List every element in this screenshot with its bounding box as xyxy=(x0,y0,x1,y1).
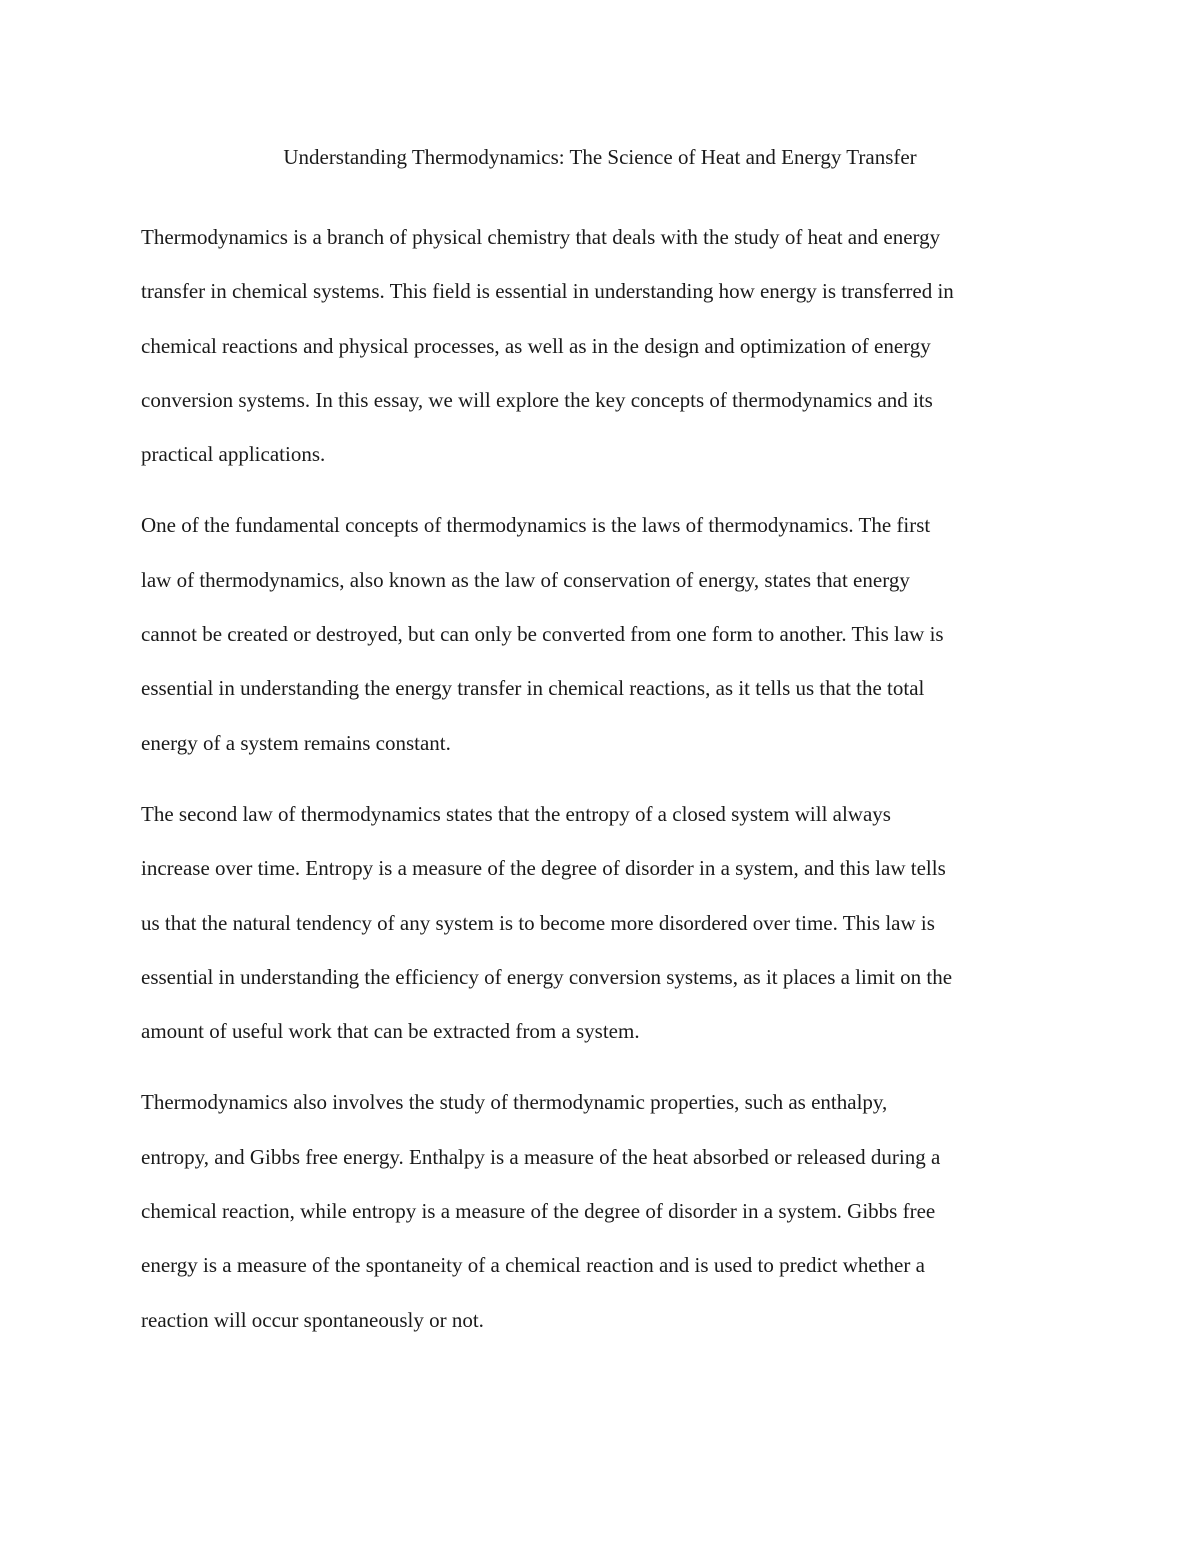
text-line: reaction will occur spontaneously or not. xyxy=(141,1307,484,1332)
text-line: chemical reaction, while entropy is a measure of the degree of disorder in a system. Gibbs free xyxy=(141,1199,936,1224)
text-line: practical applications. xyxy=(141,442,326,467)
text-line: energy of a system remains constant. xyxy=(141,730,451,755)
document-title: Understanding Thermodynamics: The Science of Heat and Energy Transfer xyxy=(283,145,917,169)
paragraph-1 xyxy=(141,210,1066,481)
text-line: One of the fundamental concepts of thermodynamics is the laws of thermodynamics. The first xyxy=(141,513,931,538)
document-body xyxy=(141,210,1066,1364)
text-line: increase over time. Entropy is a measure of the degree of disorder in a system, and this law tells xyxy=(141,856,946,881)
text-line: chemical reactions and physical processes, as well as in the design and optimization of energy xyxy=(141,333,931,358)
text-line: us that the natural tendency of any system is to become more disordered over time. This law is xyxy=(141,910,935,935)
text-line: conversion systems. In this essay, we will explore the key concepts of thermodynamics and its xyxy=(141,387,933,412)
text-line: Thermodynamics also involves the study of thermodynamic properties, such as enthalpy, xyxy=(141,1090,888,1115)
text-line: essential in understanding the efficiency of energy conversion systems, as it places a limit on the xyxy=(141,964,953,989)
paragraph-2 xyxy=(141,498,1066,769)
text-line: energy is a measure of the spontaneity of a chemical reaction and is used to predict whether a xyxy=(141,1253,925,1278)
text-line: cannot be created or destroyed, but can only be converted from one form to another. This law is xyxy=(141,622,944,647)
text-line: essential in understanding the energy transfer in chemical reactions, as it tells us that the total xyxy=(141,676,925,701)
text-line: Thermodynamics is a branch of physical chemistry that deals with the study of heat and energy xyxy=(141,225,941,249)
text-line: The second law of thermodynamics states that the entropy of a closed system will always xyxy=(141,801,891,826)
text-line: transfer in chemical systems. This field is essential in understanding how energy is transferred in xyxy=(141,279,954,304)
text-line: entropy, and Gibbs free energy. Enthalpy is a measure of the heat absorbed or released during a xyxy=(141,1144,941,1169)
paragraph-4 xyxy=(141,1075,1066,1346)
text-line: law of thermodynamics, also known as the law of conservation of energy, states that energy xyxy=(141,567,910,592)
paragraph-3 xyxy=(141,787,1066,1058)
text-line: amount of useful work that can be extracted from a system. xyxy=(141,1019,640,1044)
